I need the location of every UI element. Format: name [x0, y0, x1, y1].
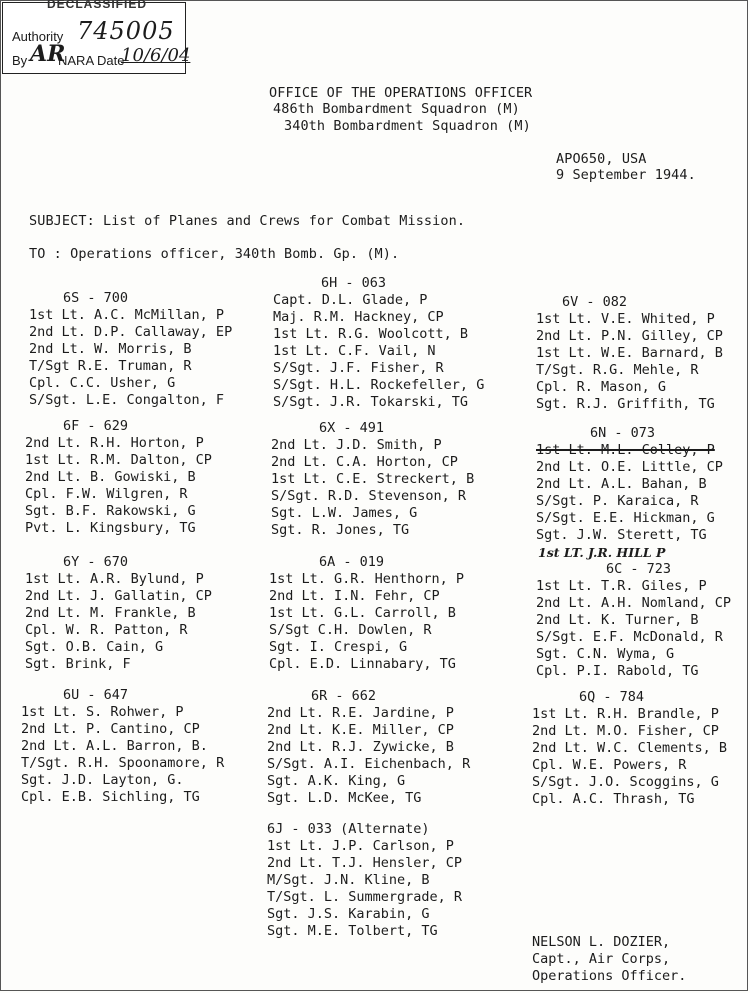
header-squadron-486: 486th Bombardment Squadron (M) — [273, 101, 520, 117]
crew-member: 2nd Lt. M. Frankle, B — [25, 605, 196, 621]
plane-code: 6U - 647 — [63, 687, 129, 703]
crew-member: 2nd Lt. I.N. Fehr, CP — [269, 588, 440, 604]
signature-name: NELSON L. DOZIER, — [532, 934, 671, 950]
crew-member: Cpl. W. R. Patton, R — [25, 622, 188, 638]
stamp-date-value: 10/6/04 — [121, 45, 191, 66]
crew-member: 1st Lt. A.R. Bylund, P — [25, 571, 204, 587]
crew-member: Sgt. A.K. King, G — [267, 773, 406, 789]
subject-line: SUBJECT: List of Planes and Crews for Combat Mission. — [29, 213, 466, 229]
crew-member: 2nd Lt. J.D. Smith, P — [271, 437, 442, 453]
crew-member: Sgt. C.N. Wyma, G — [536, 646, 675, 662]
declassification-stamp — [2, 0, 191, 74]
crew-block — [536, 425, 723, 561]
crew-member: S/Sgt. P. Karaica, R — [536, 493, 699, 509]
crew-member: 2nd Lt. P.N. Gilley, CP — [536, 328, 723, 344]
crew-block — [267, 688, 470, 807]
plane-code: 6Q - 784 — [579, 689, 645, 705]
plane-code: 6F - 629 — [63, 418, 129, 434]
crew-member: 1st Lt. T.R. Giles, P — [536, 578, 707, 594]
plane-code: 6Y - 670 — [63, 554, 129, 570]
crew-member: 2nd Lt. K.E. Miller, CP — [267, 722, 454, 738]
stamp-authority-label: Authority — [12, 29, 64, 44]
crew-member: S/Sgt. E.E. Hickman, G — [536, 510, 715, 526]
crew-member: M/Sgt. J.N. Kline, B — [267, 872, 430, 888]
crew-block — [25, 554, 212, 673]
crew-block — [536, 294, 723, 413]
crew-member: Sgt. J.W. Sterett, TG — [536, 527, 707, 543]
crew-member: 2nd Lt. C.A. Horton, CP — [271, 454, 458, 470]
crew-member: T/Sgt. R.H. Spoonamore, R — [21, 755, 225, 771]
crew-member: Maj. R.M. Hackney, CP — [273, 309, 444, 325]
plane-code: 6A - 019 — [319, 554, 385, 570]
crew-member: Sgt. R.J. Griffith, TG — [536, 396, 715, 412]
crew-member: Sgt. I. Crespi, G — [269, 639, 408, 655]
crew-member: Sgt. O.B. Cain, G — [25, 639, 164, 655]
crew-member: Sgt. J.D. Layton, G. — [21, 772, 184, 788]
crew-member: Cpl. E.B. Sichling, TG — [21, 789, 200, 805]
crew-block — [25, 418, 212, 537]
crew-member: Sgt. J.S. Karabin, G — [267, 906, 430, 922]
crew-block — [21, 687, 224, 806]
header-office: OFFICE OF THE OPERATIONS OFFICER — [269, 85, 533, 101]
crew-block — [273, 275, 484, 411]
crew-member: 1st Lt. C.E. Streckert, B — [271, 471, 475, 487]
crew-member: 2nd Lt. A.L. Barron, B. — [21, 738, 208, 754]
crew-member: Cpl. R. Mason, G — [536, 379, 667, 395]
stamp-authority-value: 745005 — [77, 17, 175, 45]
crew-member: 1st Lt. A.C. McMillan, P — [29, 307, 225, 323]
crew-member: 2nd Lt. O.E. Little, CP — [536, 459, 723, 475]
crew-member: 1st Lt. G.R. Henthorn, P — [269, 571, 465, 587]
plane-code: 6R - 662 — [311, 688, 377, 704]
plane-code: 6C - 723 — [606, 561, 672, 577]
crew-member: 2nd Lt. R.H. Horton, P — [25, 435, 204, 451]
signature-title: Operations Officer. — [532, 968, 687, 984]
crew-member: 2nd Lt. D.P. Callaway, EP — [29, 324, 233, 340]
crew-member: T/Sgt. R.G. Mehle, R — [536, 362, 699, 378]
crew-block — [532, 689, 727, 808]
crew-member: 2nd Lt. R.J. Zywicke, B — [267, 739, 454, 755]
crew-member: Cpl. F.W. Wilgren, R — [25, 486, 188, 502]
crew-block — [271, 420, 474, 539]
crew-member: 2nd Lt. J. Gallatin, CP — [25, 588, 212, 604]
plane-code: 6H - 063 — [321, 275, 387, 291]
plane-code: 6V - 082 — [562, 294, 628, 310]
document-date: 9 September 1944. — [556, 167, 696, 183]
crew-member-handwritten: 1st LT. J.R. HILL P — [538, 545, 666, 560]
plane-code: 6N - 073 — [590, 425, 656, 441]
crew-member: Sgt. Brink, F — [25, 656, 131, 672]
crew-member: 2nd Lt. M.O. Fisher, CP — [532, 723, 719, 739]
signature-block — [532, 934, 686, 985]
crew-member: S/Sgt. H.L. Rockefeller, G — [273, 377, 485, 393]
crew-member: S/Sgt. J.R. Tokarski, TG — [273, 394, 469, 410]
crew-member: 2nd Lt. K. Turner, B — [536, 612, 699, 628]
crew-member: 2nd Lt. B. Gowiski, B — [25, 469, 196, 485]
crew-member: Sgt. M.E. Tolbert, TG — [267, 923, 438, 939]
crew-block — [29, 290, 232, 409]
crew-member: S/Sgt. L.E. Congalton, F — [29, 392, 225, 408]
apo-address: APO650, USA — [556, 151, 647, 167]
crew-member: 1st Lt. R.M. Dalton, CP — [25, 452, 212, 468]
plane-code: 6S - 700 — [63, 290, 129, 306]
crew-member: Cpl. E.D. Linnabary, TG — [269, 656, 456, 672]
crew-member: 1st Lt. C.F. Vail, N — [273, 343, 436, 359]
crew-member: S/Sgt. A.I. Eichenbach, R — [267, 756, 471, 772]
crew-member: Cpl. P.I. Rabold, TG — [536, 663, 699, 679]
crew-member: 1st Lt. R.G. Woolcott, B — [273, 326, 469, 342]
crew-member: Sgt. L.D. McKee, TG — [267, 790, 422, 806]
crew-member: 1st Lt. V.E. Whited, P — [536, 311, 715, 327]
crew-member: Cpl. C.C. Usher, G — [29, 375, 176, 391]
crew-member: Sgt. R. Jones, TG — [271, 522, 410, 538]
crew-member: S/Sgt C.H. Dowlen, R — [269, 622, 432, 638]
header-squadron-340: 340th Bombardment Squadron (M) — [284, 118, 531, 134]
crew-member: 2nd Lt. P. Cantino, CP — [21, 721, 200, 737]
plane-code: 6J - 033 (Alternate) — [267, 821, 430, 837]
crew-member: S/Sgt. J.O. Scoggins, G — [532, 774, 719, 790]
crew-member: T/Sgt R.E. Truman, R — [29, 358, 192, 374]
crew-member: 2nd Lt. A.L. Bahan, B — [536, 476, 707, 492]
signature-rank: Capt., Air Corps, — [532, 951, 671, 967]
crew-member: T/Sgt. L. Summergrade, R — [267, 889, 463, 905]
crew-member: 1st Lt. W.E. Barnard, B — [536, 345, 723, 361]
crew-member: S/Sgt. E.F. McDonald, R — [536, 629, 723, 645]
crew-member: 1st Lt. G.L. Carroll, B — [269, 605, 456, 621]
plane-code: 6X - 491 — [319, 420, 385, 436]
stamp-nara-label: NARA Date — [58, 53, 125, 68]
crew-member: 1st Lt. S. Rohwer, P — [21, 704, 184, 720]
crew-member: Cpl. W.E. Powers, R — [532, 757, 687, 773]
crew-member: 2nd Lt. R.E. Jardine, P — [267, 705, 454, 721]
crew-member: S/Sgt. J.F. Fisher, R — [273, 360, 444, 376]
crew-member: 2nd Lt. T.J. Hensler, CP — [267, 855, 463, 871]
crew-block — [267, 821, 462, 940]
crew-member: Capt. D.L. Glade, P — [273, 292, 428, 308]
stamp-by-label: By — [12, 53, 28, 68]
crew-member: S/Sgt. R.D. Stevenson, R — [271, 488, 467, 504]
crew-member: 1st Lt. J.P. Carlson, P — [267, 838, 454, 854]
crew-member: Pvt. L. Kingsbury, TG — [25, 520, 196, 536]
crew-block — [269, 554, 464, 673]
stamp-declassified: DECLASSIFIED — [47, 0, 148, 11]
stamp-by-initials: AR — [30, 41, 66, 67]
crew-member-struck: 1st Lt. M.L. Colley, P — [536, 442, 715, 458]
crew-member: Cpl. A.C. Thrash, TG — [532, 791, 695, 807]
to-line: TO : Operations officer, 340th Bomb. Gp. (M). — [29, 246, 400, 262]
crew-member: 2nd Lt. A.H. Nomland, CP — [536, 595, 732, 611]
crew-member: 2nd Lt. W.C. Clements, B — [532, 740, 728, 756]
crew-member: Sgt. B.F. Rakowski, G — [25, 503, 196, 519]
crew-member: 1st Lt. R.H. Brandle, P — [532, 706, 719, 722]
crew-block — [536, 561, 731, 680]
crew-member: 2nd Lt. W. Morris, B — [29, 341, 192, 357]
crew-member: Sgt. L.W. James, G — [271, 505, 418, 521]
